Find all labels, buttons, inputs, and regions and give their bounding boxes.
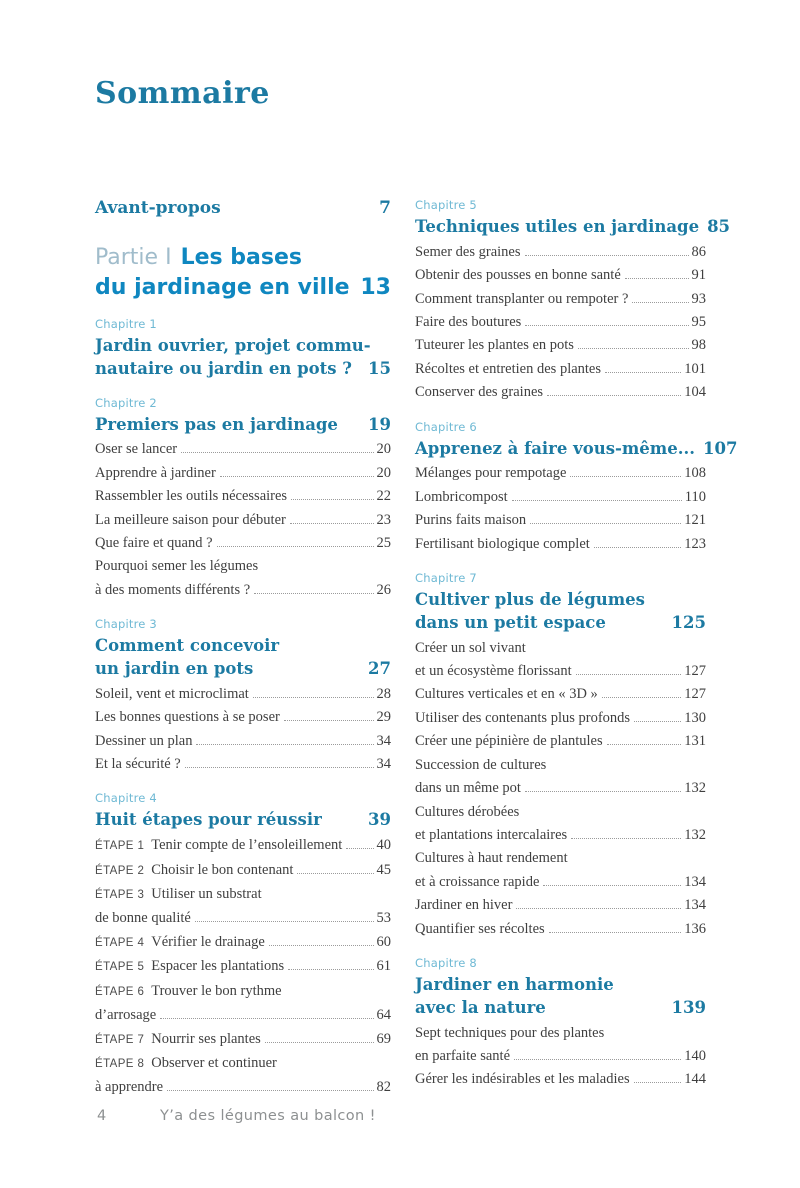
- toc-entry-text: Oser se lancer: [95, 441, 178, 458]
- toc-entry-text: Purins faits maison: [415, 512, 527, 529]
- front-matter-page-number: 7: [379, 198, 391, 218]
- dot-leader: [269, 945, 374, 946]
- toc-entry-line: [95, 462, 391, 485]
- toc-entry-text: La meilleure saison pour débuter: [95, 511, 286, 528]
- toc-entry: [415, 730, 706, 753]
- dot-leader: [195, 921, 374, 922]
- toc-entry: [415, 754, 706, 801]
- toc-entry-line: [415, 1022, 706, 1045]
- toc-page-number: 28: [376, 685, 391, 702]
- dot-leader: [607, 744, 682, 745]
- dot-leader: [634, 721, 681, 722]
- step-label: ÉTAPE 4: [95, 936, 145, 949]
- dot-leader: [525, 255, 689, 256]
- toc-entry-line: [95, 555, 391, 578]
- toc-entry: [415, 1068, 706, 1091]
- toc-entry-line: [95, 509, 391, 532]
- toc-entry-text: Conserver des graines: [415, 384, 544, 401]
- dot-leader: [181, 452, 373, 453]
- toc-entry: [95, 1028, 391, 1052]
- toc-entry-text: Vérifier le drainage: [151, 933, 265, 950]
- chapter-block: [95, 791, 391, 1099]
- toc-page-number: 40: [376, 837, 391, 854]
- dot-leader: [254, 593, 373, 594]
- toc-entry-text: en parfaite santé: [415, 1047, 511, 1064]
- toc-entry-text: Semer des graines: [415, 243, 521, 260]
- dot-leader: [547, 395, 681, 396]
- chapter-title-line: [415, 974, 706, 997]
- dot-leader: [634, 1082, 682, 1083]
- chapter-title-text: avec la nature: [415, 997, 546, 1017]
- dot-leader: [632, 302, 688, 303]
- toc-page-number: 140: [684, 1047, 706, 1064]
- dot-leader: [525, 791, 681, 792]
- toc-entry: [95, 532, 391, 555]
- toc-entry: [415, 334, 706, 357]
- page-footer: [97, 1108, 376, 1124]
- toc-entry: [415, 894, 706, 917]
- toc-page-number: 98: [691, 337, 706, 354]
- toc-entry: [415, 847, 706, 894]
- toc-entry-line: [415, 358, 706, 381]
- toc-entry: [95, 753, 391, 776]
- toc-entry-text: Utiliser des contenants plus profonds: [415, 709, 631, 726]
- toc-entry-line: [415, 871, 706, 894]
- chapter-kicker-label: Chapitre 7: [415, 571, 477, 586]
- toc-entry: [95, 706, 391, 729]
- dot-leader: [346, 848, 373, 849]
- step-label: ÉTAPE 7: [95, 1033, 145, 1046]
- toc-page-number: 104: [684, 384, 706, 401]
- chapter-title-line: [95, 335, 391, 358]
- toc-page-number: 61: [376, 958, 391, 975]
- toc-entry-line: [415, 288, 706, 311]
- toc-page-number: 144: [684, 1071, 706, 1088]
- toc-entry-text: Cultures dérobées: [415, 803, 520, 820]
- step-label: ÉTAPE 1: [95, 840, 145, 853]
- toc-entry-text: Cultures à haut rendement: [415, 850, 568, 867]
- toc-entry-text: Tenir compte de l’ensoleillement: [151, 837, 343, 854]
- chapter-title-text: un jardin en pots: [95, 659, 254, 679]
- part-heading: [95, 243, 391, 302]
- toc-entry-line: [415, 777, 706, 800]
- toc-entry: [415, 264, 706, 287]
- toc-page-number: 20: [376, 441, 391, 458]
- toc-page-number: 82: [376, 1079, 391, 1096]
- dot-leader: [253, 697, 374, 698]
- toc-entry-text: Mélanges pour rempotage: [415, 465, 567, 482]
- toc-entry-text: Obtenir des pousses en bonne santé: [415, 267, 621, 284]
- chapter-entry-list: [95, 683, 391, 777]
- toc-entry-text: Sept techniques pour des plantes: [415, 1024, 605, 1041]
- toc-entry-line: [95, 706, 391, 729]
- toc-entry-line: [415, 660, 706, 683]
- toc-entry: [415, 707, 706, 730]
- toc-entry-text: Créer un sol vivant: [415, 639, 526, 656]
- part-heading-line1: [95, 243, 391, 273]
- chapter-title-line: [95, 635, 391, 658]
- dot-leader: [571, 838, 681, 839]
- chapter-list-left: [95, 317, 391, 1100]
- chapter-title-text: Cultiver plus de légumes: [415, 590, 645, 610]
- toc-page-number: 110: [684, 488, 706, 505]
- toc-entry-line: [415, 894, 706, 917]
- dot-leader: [605, 372, 681, 373]
- toc-entry-text: et à croissance rapide: [415, 873, 540, 890]
- toc-entry: [415, 358, 706, 381]
- dot-leader: [543, 885, 681, 886]
- toc-entry-line: [95, 1028, 391, 1052]
- toc-entry-line: [415, 730, 706, 753]
- toc-entry-line: [95, 753, 391, 776]
- chapter-kicker-label: Chapitre 3: [95, 617, 157, 632]
- toc-entry-line: [95, 1004, 391, 1027]
- toc-entry-line: [415, 533, 706, 556]
- toc-entry-text: Quantifier ses récoltes: [415, 920, 545, 937]
- toc-page-number: 23: [376, 511, 391, 528]
- toc-entry-line: [95, 532, 391, 555]
- toc-entry: [415, 801, 706, 848]
- toc-entry-text: à des moments différents ?: [95, 581, 251, 598]
- toc-entry-text: Trouver le bon rythme: [151, 982, 282, 999]
- toc-entry-text: Choisir le bon contenant: [151, 861, 294, 878]
- toc-entry-line: [415, 707, 706, 730]
- chapter-title-text: Jardin ouvrier, projet commu-: [95, 336, 371, 355]
- part-label: Partie I: [95, 245, 172, 270]
- toc-page-number: 127: [684, 686, 706, 703]
- part-heading-line2: [95, 273, 391, 303]
- chapter-block: [415, 419, 738, 556]
- toc-entry-text: Fertilisant biologique complet: [415, 535, 590, 552]
- toc-entry: [415, 381, 706, 404]
- toc-entry-text: Récoltes et entretien des plantes: [415, 360, 602, 377]
- page-title: Sommaire: [95, 76, 270, 111]
- toc-page-number: 101: [684, 360, 706, 377]
- toc-entry: [415, 486, 706, 509]
- toc-entry-text: Dessiner un plan: [95, 732, 193, 749]
- toc-column-left: [95, 198, 391, 1100]
- chapter-kicker-label: Chapitre 8: [415, 955, 477, 970]
- toc-entry-text: Faire des boutures: [415, 314, 522, 331]
- toc-entry-text: Espacer les plantations: [151, 958, 285, 975]
- toc-entry: [415, 533, 706, 556]
- toc-entry-text: Pourquoi semer les légumes: [95, 558, 259, 575]
- toc-entry: [95, 859, 391, 883]
- toc-page-number: 26: [376, 581, 391, 598]
- toc-entry: [95, 462, 391, 485]
- toc-entry: [95, 1052, 391, 1100]
- step-label: ÉTAPE 3: [95, 889, 145, 902]
- chapter-page-number: 39: [368, 810, 391, 830]
- dot-leader: [196, 744, 373, 745]
- chapter-block: [415, 571, 706, 941]
- toc-entry-line: [95, 859, 391, 883]
- chapter-kicker-label: Chapitre 6: [415, 419, 477, 434]
- chapter-title-text: dans un petit espace: [415, 612, 606, 632]
- footer-page-number: 4: [97, 1108, 107, 1124]
- toc-entry-text: Jardiner en hiver: [415, 897, 513, 914]
- toc-entry-text: Lombricompost: [415, 488, 508, 505]
- dot-leader: [288, 969, 373, 970]
- toc-entry: [95, 834, 391, 858]
- toc-entry: [95, 683, 391, 706]
- chapter-entry-list: [95, 438, 391, 602]
- part-page-number: 13: [360, 274, 391, 300]
- toc-entry: [95, 438, 391, 461]
- toc-entry-text: à apprendre: [95, 1079, 164, 1096]
- toc-entry: [415, 241, 706, 264]
- chapter-page-number: 27: [368, 659, 391, 679]
- chapter-block: [415, 198, 731, 405]
- dot-leader: [220, 476, 374, 477]
- toc-page-number: 132: [684, 826, 706, 843]
- step-label: ÉTAPE 2: [95, 864, 145, 877]
- chapter-page-number: 19: [368, 414, 391, 434]
- toc-entry-line: [415, 509, 706, 532]
- toc-entry-line: [95, 683, 391, 706]
- chapter-title-text: Comment concevoir: [95, 636, 280, 656]
- toc-entry-line: [95, 980, 391, 1004]
- step-label: ÉTAPE 5: [95, 961, 145, 974]
- dot-leader: [265, 1042, 374, 1043]
- step-label: ÉTAPE 6: [95, 985, 145, 998]
- toc-entry: [95, 730, 391, 753]
- dot-leader: [297, 873, 373, 874]
- chapter-entry-list: [415, 241, 706, 405]
- part-title-line2: du jardinage en ville: [95, 274, 350, 300]
- toc-page-number: 121: [684, 512, 706, 529]
- toc-entry-line: [415, 311, 706, 334]
- dot-leader: [625, 278, 689, 279]
- part-title-line1: Les bases: [180, 245, 302, 270]
- chapter-page-number: 125: [671, 612, 706, 632]
- chapter-title-line: [95, 658, 391, 681]
- front-matter-row: [95, 198, 391, 219]
- toc-entry-text: Les bonnes questions à se poser: [95, 709, 280, 726]
- dot-leader: [549, 932, 682, 933]
- toc-entry-text: Tuteurer les plantes en pots: [415, 337, 574, 354]
- toc-entry-line: [415, 264, 706, 287]
- chapter-kicker-label: Chapitre 1: [95, 317, 157, 331]
- chapter-title-line: [415, 997, 706, 1020]
- toc-page-number: 86: [691, 243, 706, 260]
- toc-page-number: 34: [376, 756, 391, 773]
- toc-entry-line: [415, 334, 706, 357]
- chapter-kicker-label: Chapitre 2: [95, 395, 157, 410]
- toc-entry-line: [415, 462, 706, 485]
- toc-entry-line: [95, 834, 391, 858]
- toc-entry-line: [95, 730, 391, 753]
- toc-entry: [95, 555, 391, 602]
- toc-entry-text: Apprendre à jardiner: [95, 464, 216, 481]
- toc-entry-line: [415, 1045, 706, 1068]
- toc-page-number: 91: [691, 267, 706, 284]
- toc-page-number: 131: [684, 733, 706, 750]
- toc-page-number: 127: [684, 663, 706, 680]
- toc-entry: [95, 509, 391, 532]
- toc-entry-text: Utiliser un substrat: [151, 886, 262, 903]
- dot-leader: [512, 500, 682, 501]
- dot-leader: [525, 325, 688, 326]
- toc-page-number: 22: [376, 488, 391, 505]
- step-label: ÉTAPE 8: [95, 1057, 145, 1070]
- toc-page-number: 20: [376, 464, 391, 481]
- toc-entry-text: Créer une pépinière de plantules: [415, 733, 603, 750]
- toc-page-number: 29: [376, 709, 391, 726]
- toc-column-right: [415, 198, 738, 1092]
- chapter-title-text: Techniques utiles en jardinage: [415, 217, 700, 236]
- toc-page-number: 134: [684, 897, 706, 914]
- chapter-kicker-label: Chapitre 4: [95, 791, 157, 806]
- chapter-title-line: [415, 216, 731, 239]
- dot-leader: [530, 523, 681, 524]
- toc-page-number: 95: [691, 314, 706, 331]
- chapter-title-text: nautaire ou jardin en pots ?: [95, 358, 352, 378]
- chapter-block: [95, 317, 391, 381]
- toc-entry-line: [95, 579, 391, 602]
- toc-entry-line: [415, 847, 706, 870]
- chapter-block: [415, 956, 706, 1092]
- dot-leader: [514, 1059, 681, 1060]
- chapter-title-text: Huit étapes pour réussir: [95, 810, 322, 830]
- toc-entry: [415, 509, 706, 532]
- toc-entry: [415, 918, 706, 941]
- toc-entry-text: Succession de cultures: [415, 756, 547, 773]
- toc-page-number: 93: [691, 290, 706, 307]
- dot-leader: [217, 546, 374, 547]
- toc-entry-text: Observer et continuer: [151, 1054, 277, 1071]
- dot-leader: [290, 523, 374, 524]
- dot-leader: [167, 1090, 373, 1091]
- toc-page-number: 53: [376, 910, 391, 927]
- chapter-entry-list: [415, 462, 706, 556]
- dot-leader: [578, 348, 689, 349]
- toc-entry-line: [415, 683, 706, 706]
- toc-entry-text: Rassembler les outils nécessaires: [95, 488, 288, 505]
- chapter-title-text: Jardiner en harmonie: [415, 974, 614, 994]
- dot-leader: [594, 547, 681, 548]
- dot-leader: [284, 720, 374, 721]
- dot-leader: [576, 674, 682, 675]
- toc-entry-line: [95, 907, 391, 930]
- chapter-page-number: 139: [671, 997, 706, 1017]
- chapter-title-line: [95, 414, 391, 437]
- toc-entry-text: Gérer les indésirables et les maladies: [415, 1071, 630, 1088]
- chapter-list-right: [415, 198, 738, 1092]
- toc-entry-line: [415, 754, 706, 777]
- chapter-page-number: 107: [702, 438, 738, 458]
- chapter-title-text: Premiers pas en jardinage: [95, 414, 338, 434]
- toc-entry-line: [415, 824, 706, 847]
- toc-entry: [95, 955, 391, 979]
- front-matter-label: Avant-propos: [95, 198, 221, 218]
- dot-leader: [185, 767, 374, 768]
- toc-entry: [415, 1022, 706, 1069]
- toc-entry-text: Comment transplanter ou rempoter ?: [415, 290, 629, 307]
- toc-entry-line: [95, 1076, 391, 1099]
- toc-entry-line: [95, 438, 391, 461]
- dot-leader: [516, 908, 681, 909]
- chapter-page-number: 15: [368, 358, 391, 378]
- toc-entry-text: Cultures verticales et en « 3D »: [415, 686, 598, 703]
- chapter-title-line: [415, 589, 706, 612]
- toc-entry: [415, 683, 706, 706]
- toc-page-number: 45: [376, 861, 391, 878]
- toc-entry-text: d’arrosage: [95, 1007, 157, 1024]
- footer-book-title: Y’a des légumes au balcon !: [160, 1108, 376, 1124]
- chapter-entry-list: [415, 637, 706, 941]
- toc-entry-line: [415, 1068, 706, 1091]
- dot-leader: [602, 697, 681, 698]
- toc-entry-line: [95, 931, 391, 955]
- toc-entry-line: [95, 1052, 391, 1076]
- toc-entry-text: Et la sécurité ?: [95, 756, 181, 773]
- toc-entry: [95, 485, 391, 508]
- toc-entry-text: et un écosystème florissant: [415, 663, 572, 680]
- toc-entry-line: [415, 918, 706, 941]
- toc-entry-line: [95, 485, 391, 508]
- toc-page-number: 25: [376, 535, 391, 552]
- toc-entry-text: Que faire et quand ?: [95, 535, 213, 552]
- toc-entry-line: [415, 486, 706, 509]
- chapter-title-line: [415, 612, 706, 635]
- chapter-block: [95, 396, 391, 603]
- toc-page-number: 60: [376, 933, 391, 950]
- toc-page-number: 69: [376, 1030, 391, 1047]
- dot-leader: [291, 499, 373, 500]
- toc-entry: [95, 883, 391, 931]
- toc-entry-text: Nourrir ses plantes: [151, 1030, 261, 1047]
- toc-entry-text: de bonne qualité: [95, 910, 191, 927]
- toc-entry-line: [95, 955, 391, 979]
- toc-entry: [95, 931, 391, 955]
- dot-leader: [570, 476, 681, 477]
- toc-page-number: 64: [376, 1007, 391, 1024]
- toc-entry-text: Soleil, vent et microclimat: [95, 685, 249, 702]
- toc-page-number: 34: [376, 732, 391, 749]
- chapter-title-text: Apprenez à faire vous-même...: [415, 438, 695, 458]
- chapter-title-line: [95, 358, 391, 381]
- chapter-kicker-label: Chapitre 5: [415, 198, 477, 212]
- toc-entry: [415, 311, 706, 334]
- toc-entry-line: [95, 883, 391, 907]
- toc-entry-line: [415, 241, 706, 264]
- chapter-block: [95, 617, 391, 776]
- chapter-page-number: 85: [707, 217, 731, 236]
- toc-page-number: 136: [684, 920, 706, 937]
- toc-page-number: 130: [684, 709, 706, 726]
- toc-entry-line: [415, 801, 706, 824]
- chapter-title-line: [415, 438, 738, 461]
- dot-leader: [160, 1018, 373, 1019]
- toc-page-number: 108: [684, 465, 706, 482]
- toc-page-number: 123: [684, 535, 706, 552]
- toc-entry: [415, 637, 706, 684]
- toc-entry-text: dans un même pot: [415, 780, 521, 797]
- toc-page-number: 132: [684, 780, 706, 797]
- toc-entry-line: [415, 637, 706, 660]
- toc-entry-line: [415, 381, 706, 404]
- chapter-entry-list: [415, 1022, 706, 1092]
- toc-entry: [95, 980, 391, 1028]
- chapter-entry-list: [95, 834, 391, 1099]
- chapter-title-line: [95, 809, 391, 832]
- toc-page-number: 134: [684, 873, 706, 890]
- toc-entry-text: et plantations intercalaires: [415, 826, 568, 843]
- toc-entry: [415, 288, 706, 311]
- toc-entry: [415, 462, 706, 485]
